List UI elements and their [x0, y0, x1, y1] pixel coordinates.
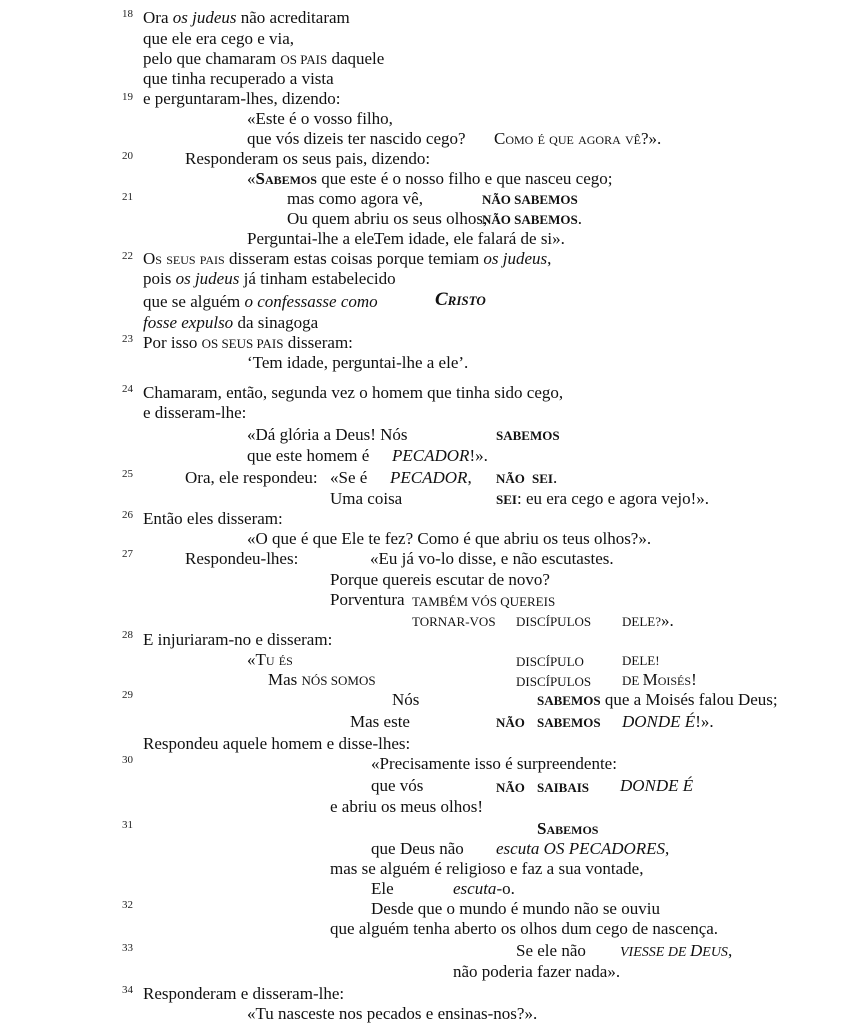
text-line: que ele era cego e via, [143, 29, 295, 48]
text-line: SABEMOS que a Moisés falou Deus; [537, 690, 778, 709]
text-line: que este homem é [247, 446, 370, 465]
text-line: Os seus pais disseram estas coisas porque temiam os judeus, [143, 249, 552, 268]
text-line: DONDE É!». [622, 712, 714, 731]
verse-number: 30 [122, 754, 133, 766]
verse-number: 32 [122, 899, 133, 911]
text-line: DISCÍPULOS [516, 614, 592, 629]
verse-number: 21 [122, 191, 133, 203]
text-line: Uma coisa [330, 489, 403, 508]
text-line: mas se alguém é religioso e faz a sua vontade, [330, 859, 644, 878]
text-line: Se ele não [516, 941, 586, 960]
text-line: Ou quem abriu os seus olhos, [287, 209, 488, 228]
text-line: ‘Tem idade, perguntai-lhe a ele’. [247, 353, 469, 372]
text-line: Então eles disseram: [143, 509, 283, 528]
text-line: NÃO SABEMOS [482, 192, 578, 207]
text-line: DELE?». [622, 611, 674, 630]
text-line: SEI. [532, 468, 558, 487]
text-line: não poderia fazer nada». [453, 962, 621, 981]
verse-number: 20 [122, 150, 133, 162]
text-line: VIESSE DE DEUS, [620, 941, 733, 960]
text-line: DONDE É [620, 776, 694, 795]
text-line: Ora os judeus não acreditaram [143, 8, 350, 27]
text-line: Desde que o mundo é mundo não se ouviu [371, 899, 660, 918]
text-line: NÃO [496, 471, 525, 486]
text-line: que tinha recuperado a vista [143, 69, 334, 88]
text-line: NÃO [496, 780, 525, 795]
text-line: «Tu és [247, 650, 293, 669]
text-line: e abriu os meus olhos! [330, 797, 483, 816]
verse-number: 18 [122, 8, 133, 20]
verse-number: 31 [122, 819, 133, 831]
text-line: «Eu já vo-lo disse, e não escutastes. [370, 549, 614, 568]
text-line: NÃO SABEMOS. [482, 209, 582, 228]
text-line: Mas este [350, 712, 410, 731]
text-line: SEI: eu era cego e agora vejo!». [496, 489, 710, 508]
text-line: e disseram-lhe: [143, 403, 247, 422]
text-line: Respondeu-lhes: [185, 549, 299, 568]
text-line: SABEMOS [496, 428, 560, 443]
text-line: Responderam os seus pais, dizendo: [185, 149, 431, 168]
text-line: «Dá glória a Deus! Nós [247, 425, 408, 444]
text-line: TAMBÉM VÓS QUEREIS [412, 594, 556, 609]
text-line: que vós dizeis ter nascido cego? [247, 129, 466, 148]
verse-number: 19 [122, 91, 133, 103]
text-line: fosse expulso da sinagoga [143, 313, 319, 332]
text-line: «Se é [330, 468, 368, 487]
text-line: DISCÍPULO [516, 654, 584, 669]
text-line: SABEMOS [537, 715, 601, 730]
text-line: Perguntai-lhe a ele. [247, 229, 379, 248]
text-line: «Este é o vosso filho, [247, 109, 393, 128]
text-line: Cristo [435, 289, 486, 310]
text-line: PECADOR, [390, 468, 472, 487]
text-line: Deus não [400, 839, 464, 858]
text-line: DISCÍPULOS [516, 674, 592, 689]
text-line: Tem idade, ele falará de si». [374, 229, 565, 248]
text-line: Como é que agora vê?». [494, 129, 662, 148]
text-line: que [371, 839, 396, 858]
verse-number: 23 [122, 333, 133, 345]
text-line: que alguém tenha aberto os olhos dum cego de nascença. [330, 919, 719, 938]
text-line: Nós [392, 690, 420, 709]
text-line: Porventura [330, 590, 405, 609]
text-line: escuta OS PECADORES, [496, 839, 670, 858]
text-line: Chamaram, então, segunda vez o homem que tinha sido cego, [143, 383, 564, 402]
text-line: Ora, ele respondeu: [185, 468, 318, 487]
text-line: escuta-o. [453, 879, 515, 898]
text-line: TORNAR-VOS [412, 614, 496, 629]
text-line: E injuriaram-no e disseram: [143, 630, 333, 649]
text-line: Responderam e disseram-lhe: [143, 984, 345, 1003]
text-line: «Sabemos que este é o nosso filho e que nasceu cego; [247, 169, 613, 188]
text-line: pelo que chamaram OS PAIS daquele [143, 49, 385, 68]
text-line: DELE! [622, 653, 660, 668]
text-line: «O que é que Ele te fez? Como é que abriu os teus olhos?». [247, 529, 652, 548]
verse-number: 34 [122, 984, 133, 996]
text-line: PECADOR!». [392, 446, 488, 465]
verse-number: 22 [122, 250, 133, 262]
text-line: mas como agora vê, [287, 189, 423, 208]
verse-number: 26 [122, 509, 133, 521]
text-line: «Tu nasceste nos pecados e ensinas-nos?». [247, 1004, 538, 1023]
verse-number: 33 [122, 942, 133, 954]
text-line: que vós [371, 776, 424, 795]
text-line: que se alguém o confessasse como [143, 292, 378, 311]
text-line: Respondeu aquele homem e disse-lhes: [143, 734, 411, 753]
text-line: DE Moisés! [622, 670, 697, 689]
verse-number: 27 [122, 548, 133, 560]
text-line: pois os judeus já tinham estabelecido [143, 269, 396, 288]
verse-number: 28 [122, 629, 133, 641]
text-line: Por isso OS SEUS PAIS disseram: [143, 333, 353, 352]
text-line: Ele [371, 879, 394, 898]
text-line: NÃO [496, 715, 525, 730]
text-line: e perguntaram-lhes, dizendo: [143, 89, 341, 108]
text-line: «Precisamente isso é surpreendente: [371, 754, 617, 773]
text-line: SAIBAIS [537, 780, 590, 795]
text-line: Mas NÓS SOMOS [268, 670, 376, 689]
verse-number: 25 [122, 468, 133, 480]
verse-number: 24 [122, 383, 133, 395]
text-line: Porque quereis escutar de novo? [330, 570, 550, 589]
text-line: Sabemos [537, 819, 599, 838]
verse-number: 29 [122, 689, 133, 701]
